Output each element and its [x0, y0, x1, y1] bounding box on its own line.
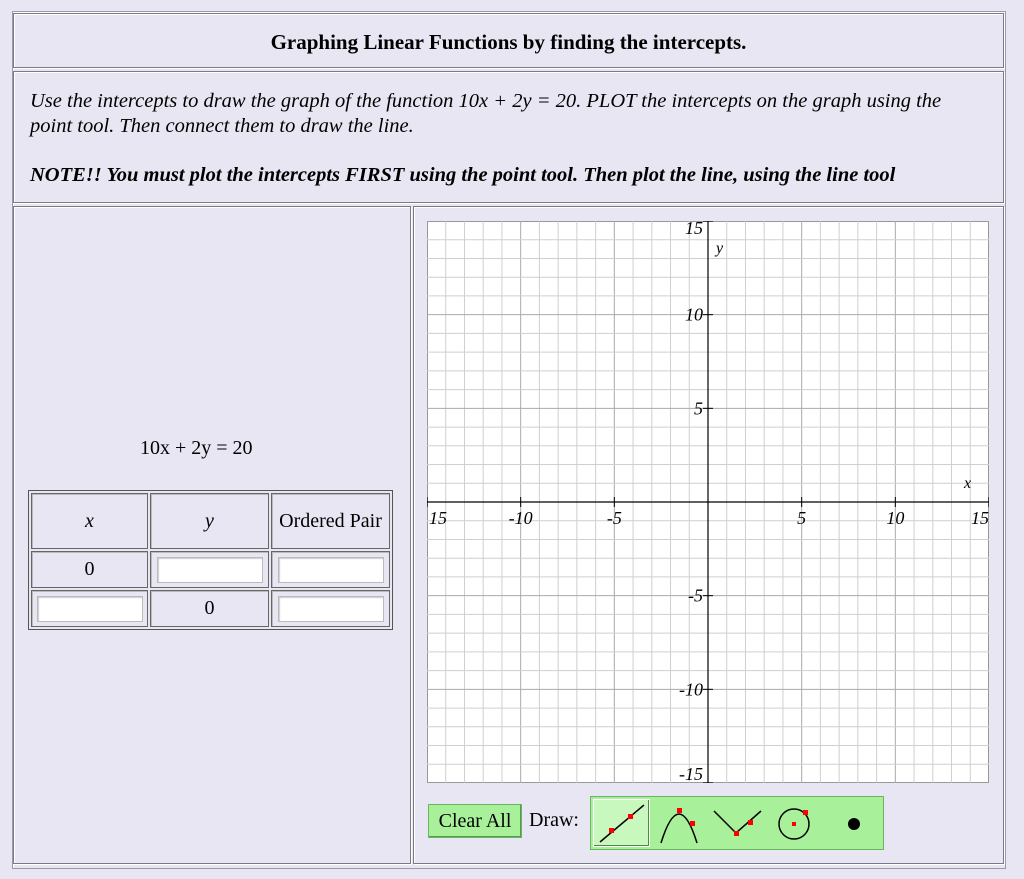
point-tool-icon[interactable]	[825, 799, 880, 845]
y-tick-label: -5	[688, 585, 703, 606]
x-tick-label: -5	[606, 508, 622, 528]
column-header-x: x	[31, 493, 148, 549]
y-tick-label: 15	[685, 221, 703, 238]
x-intercept-input[interactable]	[37, 596, 143, 622]
y-tick-label: 5	[694, 398, 703, 419]
x-tick-label: 15	[971, 508, 989, 528]
equation-label: 10x + 2y = 20	[140, 437, 253, 459]
draw-label: Draw:	[529, 809, 579, 831]
intercept-table	[28, 490, 393, 630]
instructions-note: NOTE!! You must plot the intercepts FIRST using the point tool. Then plot the line, using the line tool	[30, 164, 896, 186]
y-tick-label: -10	[679, 679, 703, 700]
instructions-panel	[13, 71, 1004, 203]
circle-tool-icon[interactable]	[767, 799, 822, 845]
line-tool-icon[interactable]	[593, 799, 650, 847]
draw-toolbar	[590, 796, 884, 850]
x-tick-label: 15	[429, 508, 447, 528]
column-header-ordered-pair: Ordered Pair	[271, 493, 390, 549]
x-tick-label: -10	[508, 508, 533, 528]
x-tick-label: 10	[886, 508, 905, 528]
absolute-value-tool-icon[interactable]	[709, 799, 764, 845]
title-panel	[13, 13, 1004, 68]
ordered-pair-input[interactable]	[278, 557, 384, 583]
y-tick-label: 10	[685, 304, 703, 325]
y-tick-label: -15	[679, 764, 703, 783]
instructions-text: Use the intercepts to draw the graph of the function 10x + 2y = 20. PLOT the intercepts on the graph using the point tool. Then connect them to draw the line.	[30, 90, 942, 137]
table-row	[31, 551, 390, 588]
page-title: Graphing Linear Functions by finding the intercepts.	[270, 30, 747, 54]
x-tick-label: 5	[797, 508, 807, 528]
column-header-y: y	[150, 493, 269, 549]
x-axis-label: x	[964, 475, 972, 492]
x-value-cell: 0	[31, 551, 148, 588]
ordered-pair-input[interactable]	[278, 596, 384, 622]
y-axis-label: y	[716, 240, 724, 257]
parabola-tool-icon[interactable]	[651, 799, 706, 845]
clear-all-button[interactable]: Clear All	[428, 804, 522, 838]
y-intercept-input[interactable]	[157, 557, 263, 583]
coordinate-graph[interactable]	[427, 221, 989, 783]
y-value-cell: 0	[150, 590, 269, 627]
table-row	[31, 590, 390, 627]
